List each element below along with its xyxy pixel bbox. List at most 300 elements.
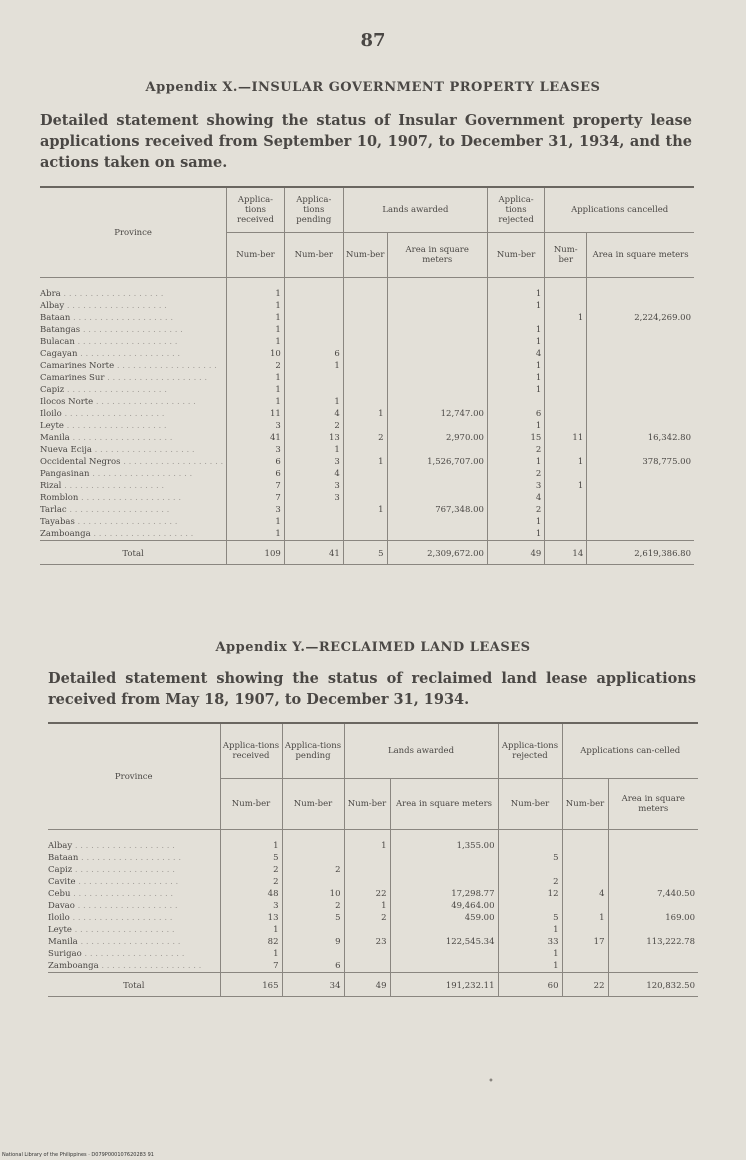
pending-cell: 2 xyxy=(282,900,344,912)
total-label: Total xyxy=(48,973,220,997)
cancelled-area-cell xyxy=(587,516,694,528)
province-name: Bulacan . . . xyxy=(40,336,227,348)
province-name: Zamboanga . . . xyxy=(48,960,220,973)
pending-cell xyxy=(284,528,343,541)
province-name: Iloilo . . . xyxy=(48,912,220,924)
awarded-number-cell: 1 xyxy=(343,456,387,468)
header-cancelled-area: Area in square meters xyxy=(608,779,698,830)
awarded-area-cell xyxy=(390,864,498,876)
province-name: Romblon . . . xyxy=(40,492,227,504)
awarded-area-cell xyxy=(387,312,487,324)
appendix-x-table xyxy=(40,186,694,565)
total-rejected-cell: 49 xyxy=(487,541,544,565)
header-awarded-area: Area in square meters xyxy=(387,233,487,278)
awarded-area-cell xyxy=(387,324,487,336)
header-awarded-number: Num-ber xyxy=(343,233,387,278)
cancelled-number-cell xyxy=(545,504,587,516)
awarded-number-cell xyxy=(343,278,387,301)
awarded-number-cell: 23 xyxy=(344,936,390,948)
table-row xyxy=(40,516,694,528)
cancelled-area-cell xyxy=(587,396,694,408)
rejected-cell: 1 xyxy=(487,336,544,348)
appendix-y-description: Detailed statement showing the status of reclaimed land lease applications received from May 18, 1907, to December 31, 1934. xyxy=(48,670,696,708)
rejected-cell xyxy=(487,312,544,324)
pending-cell xyxy=(282,852,344,864)
province-name: Leyte . . . xyxy=(40,420,227,432)
awarded-number-cell xyxy=(343,444,387,456)
cancelled-number-cell xyxy=(562,876,608,888)
received-cell: 1 xyxy=(227,336,285,348)
awarded-number-cell xyxy=(344,948,390,960)
province-name: Pangasinan . . . xyxy=(40,468,227,480)
rejected-cell: 2 xyxy=(487,468,544,480)
awarded-area-cell: 122,545.34 xyxy=(390,936,498,948)
received-cell: 1 xyxy=(220,948,282,960)
cancelled-number-cell xyxy=(545,348,587,360)
pending-cell xyxy=(284,372,343,384)
table-row xyxy=(40,300,694,312)
cancelled-area-cell xyxy=(608,876,698,888)
table-row xyxy=(40,278,694,301)
header-received: Applica-tions received xyxy=(220,724,282,779)
awarded-number-cell: 1 xyxy=(343,504,387,516)
cancelled-area-cell xyxy=(587,384,694,396)
rejected-cell: 1 xyxy=(487,384,544,396)
cancelled-area-cell xyxy=(608,852,698,864)
province-name: Batangas . . . xyxy=(40,324,227,336)
table-row xyxy=(48,912,698,924)
awarded-number-cell xyxy=(343,372,387,384)
table-row xyxy=(40,396,694,408)
province-name: Cagayan . . . xyxy=(40,348,227,360)
cancelled-area-cell xyxy=(608,900,698,912)
awarded-number-cell xyxy=(343,324,387,336)
cancelled-area-cell xyxy=(587,420,694,432)
table-row xyxy=(48,888,698,900)
cancelled-number-cell: 17 xyxy=(562,936,608,948)
header-awarded-area: Area in square meters xyxy=(390,779,498,830)
cancelled-number-cell xyxy=(545,384,587,396)
awarded-number-cell xyxy=(344,876,390,888)
rejected-cell xyxy=(498,830,562,853)
cancelled-number-cell xyxy=(545,408,587,420)
awarded-number-cell xyxy=(343,492,387,504)
rejected-cell: 1 xyxy=(487,324,544,336)
awarded-number-cell xyxy=(344,852,390,864)
table-row xyxy=(40,480,694,492)
pending-cell xyxy=(284,324,343,336)
total-cancelled-number-cell: 22 xyxy=(562,973,608,997)
received-cell: 7 xyxy=(220,960,282,973)
province-name: Tarlac . . . xyxy=(40,504,227,516)
province-name: Abra . . . xyxy=(40,278,227,301)
rejected-cell: 15 xyxy=(487,432,544,444)
table-row xyxy=(48,864,698,876)
pending-cell: 1 xyxy=(284,360,343,372)
rejected-cell: 1 xyxy=(487,516,544,528)
pending-cell: 2 xyxy=(282,864,344,876)
province-name: Surigao . . . xyxy=(48,948,220,960)
awarded-number-cell xyxy=(343,300,387,312)
rejected-cell: 1 xyxy=(487,360,544,372)
received-cell: 1 xyxy=(220,924,282,936)
table-row xyxy=(48,900,698,912)
header-pending-number: Num-ber xyxy=(284,233,343,278)
total-pending-cell: 41 xyxy=(284,541,343,565)
rejected-cell xyxy=(498,864,562,876)
awarded-area-cell xyxy=(390,960,498,973)
rejected-cell: 3 xyxy=(487,480,544,492)
received-cell: 3 xyxy=(227,504,285,516)
cancelled-number-cell xyxy=(562,948,608,960)
awarded-area-cell xyxy=(387,528,487,541)
total-row xyxy=(48,973,698,997)
header-lands-awarded: Lands awarded xyxy=(343,188,487,233)
table-row xyxy=(48,924,698,936)
received-cell: 2 xyxy=(220,864,282,876)
table-row xyxy=(40,468,694,480)
awarded-area-cell xyxy=(387,336,487,348)
pending-cell xyxy=(282,876,344,888)
received-cell: 1 xyxy=(227,324,285,336)
province-name: Capiz . . . xyxy=(48,864,220,876)
received-cell: 3 xyxy=(227,420,285,432)
footer-note: National Library of the Philippines · D079P000107620283 91 xyxy=(2,1152,154,1158)
pending-cell: 2 xyxy=(284,420,343,432)
cancelled-area-cell xyxy=(587,360,694,372)
rejected-cell: 33 xyxy=(498,936,562,948)
cancelled-area-cell xyxy=(608,948,698,960)
cancelled-number-cell xyxy=(545,360,587,372)
rejected-cell: 4 xyxy=(487,492,544,504)
cancelled-number-cell xyxy=(545,444,587,456)
received-cell: 82 xyxy=(220,936,282,948)
pending-cell: 1 xyxy=(284,444,343,456)
table-row xyxy=(40,360,694,372)
received-cell: 6 xyxy=(227,468,285,480)
rejected-cell: 1 xyxy=(487,528,544,541)
awarded-number-cell: 22 xyxy=(344,888,390,900)
rejected-cell: 1 xyxy=(498,960,562,973)
awarded-area-cell: 767,348.00 xyxy=(387,504,487,516)
header-pending-number: Num-ber xyxy=(282,779,344,830)
appendix-x-description: Detailed statement showing the status of Insular Government property lease applications received from September 10, 1907, to December 31, 1934, and the actions taken on same. xyxy=(40,112,692,171)
rejected-cell: 12 xyxy=(498,888,562,900)
awarded-number-cell xyxy=(343,396,387,408)
received-cell: 48 xyxy=(220,888,282,900)
province-name: Cavite . . . xyxy=(48,876,220,888)
header-rejected-number: Num-ber xyxy=(498,779,562,830)
province-name: Zamboanga . . . xyxy=(40,528,227,541)
rejected-cell: 1 xyxy=(487,456,544,468)
cancelled-area-cell xyxy=(608,830,698,853)
awarded-number-cell xyxy=(343,516,387,528)
awarded-number-cell xyxy=(343,468,387,480)
header-rejected-number: Num-ber xyxy=(487,233,544,278)
cancelled-area-cell: 16,342.80 xyxy=(587,432,694,444)
province-name: Camarines Sur . . . xyxy=(40,372,227,384)
table-row xyxy=(40,312,694,324)
awarded-number-cell xyxy=(343,360,387,372)
pending-cell xyxy=(284,504,343,516)
awarded-area-cell: 2,970.00 xyxy=(387,432,487,444)
pending-cell xyxy=(284,336,343,348)
cancelled-area-cell: 113,222.78 xyxy=(608,936,698,948)
cancelled-area-cell: 7,440.50 xyxy=(608,888,698,900)
cancelled-area-cell xyxy=(608,924,698,936)
cancelled-number-cell: 1 xyxy=(562,912,608,924)
received-cell: 1 xyxy=(227,312,285,324)
pending-cell: 4 xyxy=(284,408,343,420)
awarded-number-cell xyxy=(343,480,387,492)
received-cell: 5 xyxy=(220,852,282,864)
cancelled-area-cell: 2,224,269.00 xyxy=(587,312,694,324)
awarded-area-cell xyxy=(387,384,487,396)
awarded-area-cell xyxy=(387,360,487,372)
province-name: Camarines Norte . . . xyxy=(40,360,227,372)
province-name: Ilocos Norte . . . xyxy=(40,396,227,408)
table-row xyxy=(40,372,694,384)
header-awarded-number: Num-ber xyxy=(344,779,390,830)
pending-cell: 1 xyxy=(284,396,343,408)
total-pending-cell: 34 xyxy=(282,973,344,997)
cancelled-area-cell xyxy=(587,468,694,480)
cancelled-number-cell xyxy=(562,852,608,864)
province-name: Leyte . . . xyxy=(48,924,220,936)
pending-cell: 3 xyxy=(284,480,343,492)
rejected-cell: 1 xyxy=(498,924,562,936)
cancelled-number-cell xyxy=(562,900,608,912)
awarded-number-cell xyxy=(343,348,387,360)
pending-cell xyxy=(282,924,344,936)
cancelled-area-cell xyxy=(587,528,694,541)
province-name: Manila . . . xyxy=(48,936,220,948)
rejected-cell: 5 xyxy=(498,912,562,924)
cancelled-number-cell: 1 xyxy=(545,312,587,324)
received-cell: 1 xyxy=(227,278,285,301)
cancelled-number-cell xyxy=(545,528,587,541)
received-cell: 1 xyxy=(227,384,285,396)
awarded-area-cell xyxy=(387,492,487,504)
rejected-cell: 5 xyxy=(498,852,562,864)
awarded-area-cell xyxy=(387,348,487,360)
rejected-cell: 1 xyxy=(498,948,562,960)
total-received-cell: 165 xyxy=(220,973,282,997)
appendix-x-title: Appendix X.—INSULAR GOVERNMENT PROPERTY LEASES xyxy=(145,80,601,95)
awarded-number-cell xyxy=(343,420,387,432)
received-cell: 1 xyxy=(227,528,285,541)
awarded-number-cell xyxy=(344,960,390,973)
header-received-number: Num-ber xyxy=(227,233,285,278)
received-cell: 7 xyxy=(227,480,285,492)
table-row xyxy=(40,492,694,504)
pending-cell xyxy=(284,278,343,301)
header-rejected: Applica-tions rejected xyxy=(498,724,562,779)
awarded-area-cell: 459.00 xyxy=(390,912,498,924)
page-mark: • xyxy=(488,1076,494,1087)
cancelled-number-cell xyxy=(562,960,608,973)
cancelled-area-cell xyxy=(587,300,694,312)
header-province: Province xyxy=(40,188,227,278)
province-name: Capiz . . . xyxy=(40,384,227,396)
cancelled-number-cell: 4 xyxy=(562,888,608,900)
table-row xyxy=(48,876,698,888)
cancelled-area-cell xyxy=(587,504,694,516)
header-lands-awarded: Lands awarded xyxy=(344,724,498,779)
received-cell: 1 xyxy=(227,372,285,384)
province-name: Bataan . . . xyxy=(40,312,227,324)
awarded-number-cell: 2 xyxy=(344,912,390,924)
cancelled-area-cell xyxy=(587,408,694,420)
table-row xyxy=(40,348,694,360)
awarded-area-cell: 49,464.00 xyxy=(390,900,498,912)
awarded-area-cell: 17,298.77 xyxy=(390,888,498,900)
awarded-area-cell xyxy=(387,480,487,492)
pending-cell: 3 xyxy=(284,492,343,504)
awarded-number-cell xyxy=(343,528,387,541)
received-cell: 1 xyxy=(227,516,285,528)
cancelled-number-cell xyxy=(545,372,587,384)
pending-cell: 6 xyxy=(284,348,343,360)
awarded-area-cell xyxy=(390,876,498,888)
rejected-cell xyxy=(498,900,562,912)
cancelled-number-cell: 1 xyxy=(545,480,587,492)
header-cancelled-area: Area in square meters xyxy=(587,233,694,278)
table-row xyxy=(40,336,694,348)
pending-cell: 4 xyxy=(284,468,343,480)
total-cancelled-area-cell: 120,832.50 xyxy=(608,973,698,997)
cancelled-number-cell xyxy=(545,468,587,480)
total-awarded-area-cell: 2,309,672.00 xyxy=(387,541,487,565)
awarded-area-cell xyxy=(387,278,487,301)
awarded-area-cell xyxy=(390,948,498,960)
header-received: Applica-tions received xyxy=(227,188,285,233)
awarded-number-cell xyxy=(344,864,390,876)
rejected-cell: 4 xyxy=(487,348,544,360)
cancelled-number-cell xyxy=(545,324,587,336)
rejected-cell: 1 xyxy=(487,300,544,312)
cancelled-number-cell xyxy=(562,830,608,853)
awarded-area-cell xyxy=(387,468,487,480)
rejected-cell: 2 xyxy=(498,876,562,888)
pending-cell: 5 xyxy=(282,912,344,924)
awarded-number-cell: 1 xyxy=(344,830,390,853)
table-row xyxy=(48,852,698,864)
province-name: Bataan . . . xyxy=(48,852,220,864)
cancelled-area-cell xyxy=(587,444,694,456)
rejected-cell: 2 xyxy=(487,504,544,516)
pending-cell xyxy=(282,830,344,853)
cancelled-number-cell xyxy=(545,516,587,528)
cancelled-area-cell xyxy=(608,864,698,876)
cancelled-area-cell xyxy=(587,372,694,384)
received-cell: 10 xyxy=(227,348,285,360)
pending-cell: 9 xyxy=(282,936,344,948)
cancelled-area-cell xyxy=(587,492,694,504)
total-received-cell: 109 xyxy=(227,541,285,565)
province-name: Occidental Negros . . . xyxy=(40,456,227,468)
awarded-area-cell: 1,526,707.00 xyxy=(387,456,487,468)
table-row xyxy=(40,324,694,336)
total-cancelled-area-cell: 2,619,386.80 xyxy=(587,541,694,565)
table-row xyxy=(40,456,694,468)
page-number: 87 xyxy=(360,30,386,51)
awarded-area-cell xyxy=(387,516,487,528)
total-awarded-number-cell: 49 xyxy=(344,973,390,997)
cancelled-area-cell xyxy=(587,348,694,360)
awarded-number-cell: 1 xyxy=(344,900,390,912)
cancelled-area-cell: 378,775.00 xyxy=(587,456,694,468)
received-cell: 2 xyxy=(227,360,285,372)
cancelled-number-cell xyxy=(562,864,608,876)
awarded-number-cell xyxy=(343,384,387,396)
received-cell: 7 xyxy=(227,492,285,504)
table-row xyxy=(48,948,698,960)
cancelled-number-cell xyxy=(545,420,587,432)
header-pending: Applica-tions pending xyxy=(284,188,343,233)
cancelled-number-cell xyxy=(545,492,587,504)
cancelled-area-cell xyxy=(587,324,694,336)
header-cancelled-number: Num-ber xyxy=(545,233,587,278)
total-awarded-number-cell: 5 xyxy=(343,541,387,565)
header-province: Province xyxy=(48,724,220,830)
cancelled-number-cell xyxy=(545,300,587,312)
header-rejected: Applica-tions rejected xyxy=(487,188,544,233)
header-cancelled: Applications can-celled xyxy=(562,724,698,779)
pending-cell xyxy=(284,384,343,396)
province-name: Iloilo . . . xyxy=(40,408,227,420)
received-cell: 1 xyxy=(227,396,285,408)
table-row xyxy=(40,528,694,541)
awarded-area-cell xyxy=(387,300,487,312)
pending-cell: 13 xyxy=(284,432,343,444)
pending-cell xyxy=(282,948,344,960)
table-row xyxy=(40,408,694,420)
total-rejected-cell: 60 xyxy=(498,973,562,997)
cancelled-number-cell: 1 xyxy=(545,456,587,468)
received-cell: 13 xyxy=(220,912,282,924)
province-name: Rizal . . . xyxy=(40,480,227,492)
province-name: Manila . . . xyxy=(40,432,227,444)
awarded-number-cell xyxy=(344,924,390,936)
cancelled-number-cell xyxy=(545,336,587,348)
total-cancelled-number-cell: 14 xyxy=(545,541,587,565)
table-row xyxy=(40,384,694,396)
cancelled-number-cell xyxy=(545,396,587,408)
table-row xyxy=(40,504,694,516)
received-cell: 6 xyxy=(227,456,285,468)
rejected-cell: 1 xyxy=(487,420,544,432)
table-row xyxy=(48,830,698,853)
awarded-area-cell xyxy=(390,924,498,936)
received-cell: 41 xyxy=(227,432,285,444)
rejected-cell xyxy=(487,396,544,408)
table-row xyxy=(40,420,694,432)
awarded-area-cell: 12,747.00 xyxy=(387,408,487,420)
header-pending: Applica-tions pending xyxy=(282,724,344,779)
pending-cell: 6 xyxy=(282,960,344,973)
received-cell: 11 xyxy=(227,408,285,420)
table-row xyxy=(48,960,698,973)
pending-cell xyxy=(284,300,343,312)
rejected-cell: 1 xyxy=(487,372,544,384)
cancelled-area-cell xyxy=(587,480,694,492)
awarded-area-cell: 1,355.00 xyxy=(390,830,498,853)
pending-cell: 3 xyxy=(284,456,343,468)
header-cancelled-number: Num-ber xyxy=(562,779,608,830)
awarded-number-cell xyxy=(343,312,387,324)
rejected-cell: 1 xyxy=(487,278,544,301)
